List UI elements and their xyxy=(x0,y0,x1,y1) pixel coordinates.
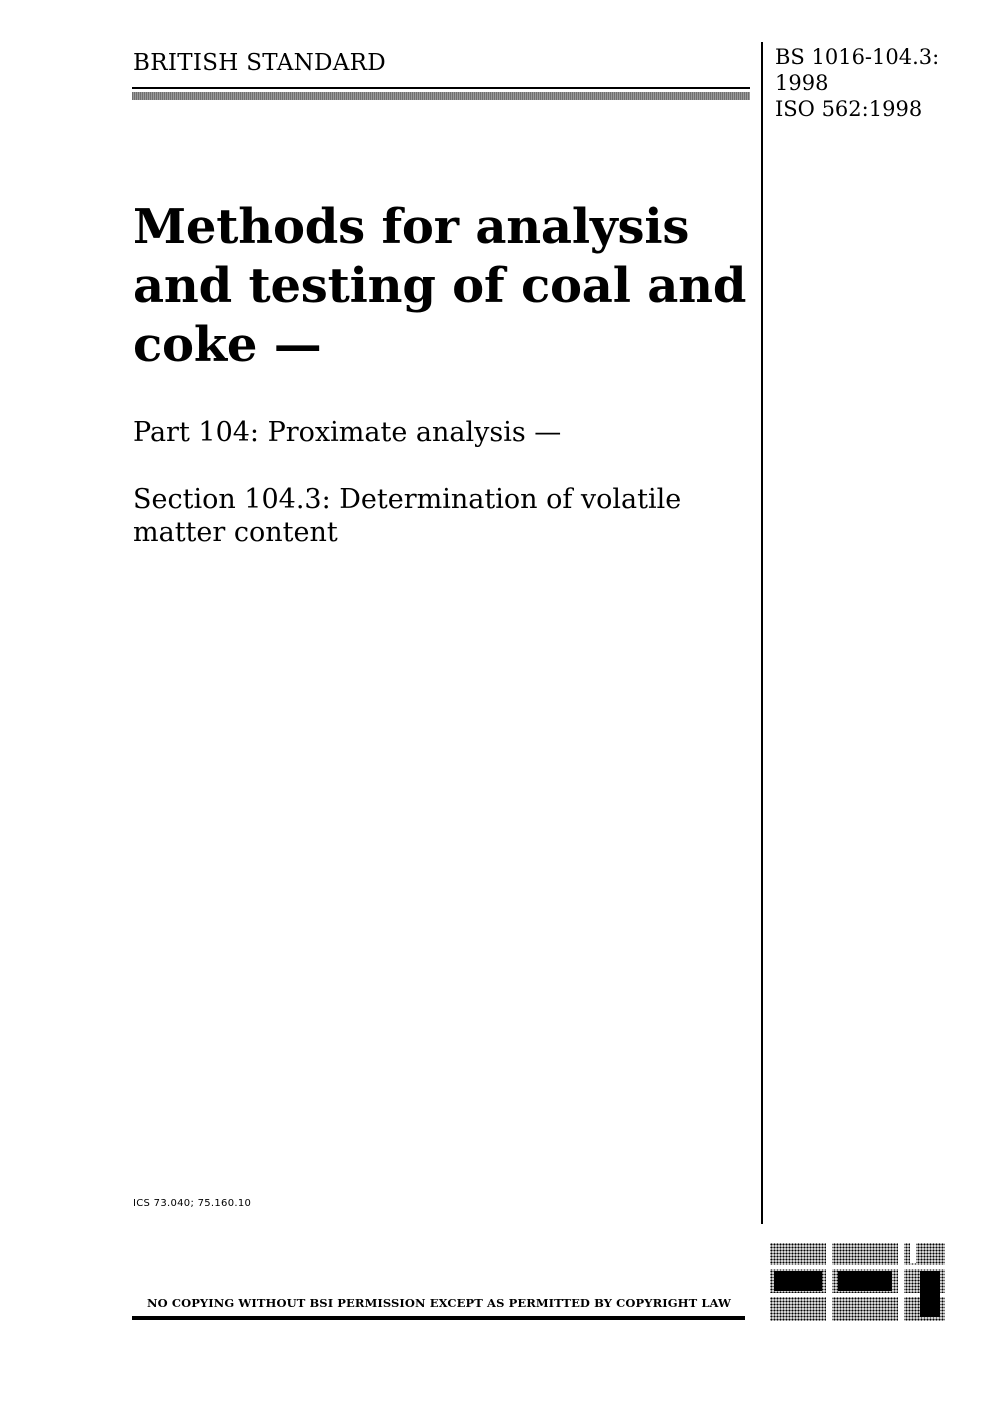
standard-number-line-1: BS 1016-104.3: xyxy=(775,45,940,69)
document-title xyxy=(133,198,753,375)
vertical-divider xyxy=(761,42,763,1224)
ics-code: ICS 73.040; 75.160.10 xyxy=(133,1198,252,1209)
title-line-3: coke — xyxy=(133,317,322,373)
publisher-label: BRITISH STANDARD xyxy=(133,50,387,76)
header-rule-thin xyxy=(132,87,750,89)
section-title-line-2: matter content xyxy=(133,517,338,548)
title-line-2: and testing of coal and xyxy=(133,258,747,314)
header-rule-thick xyxy=(132,92,750,100)
copyright-notice: NO COPYING WITHOUT BSI PERMISSION EXCEPT AS PERMITTED BY COPYRIGHT LAW xyxy=(146,1296,732,1310)
standard-number-line-3: ISO 562:1998 xyxy=(775,97,923,121)
footer-rule xyxy=(132,1316,745,1320)
section-title xyxy=(133,483,753,549)
part-title: Part 104: Proximate analysis — xyxy=(133,417,562,448)
section-title-line-1: Section 104.3: Determination of volatile xyxy=(133,484,682,515)
standard-number-line-2: 1998 xyxy=(775,71,829,95)
title-line-1: Methods for analysis xyxy=(133,199,690,255)
standard-numbers xyxy=(775,44,939,122)
bsi-logo-icon xyxy=(770,1243,945,1321)
